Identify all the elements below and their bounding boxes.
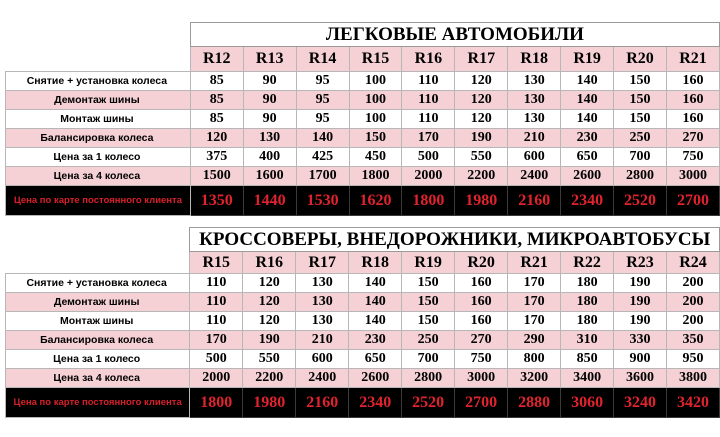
price-cell: 250 [614,129,667,148]
size-header: R24 [667,252,720,274]
price-cell: 1500 [190,167,243,186]
price-cell: 140 [561,110,614,129]
price-row [6,129,720,148]
price-cell: 1600 [243,167,296,186]
price-row [6,312,720,331]
price-rows [6,72,720,186]
price-cell: 170 [508,293,561,312]
price-cell: 290 [508,331,561,350]
price-cell: 130 [296,293,349,312]
price-cell: 170 [190,331,243,350]
corner-blank [6,228,190,252]
service-label: Цена за 1 колесо [6,350,190,369]
price-cell: 150 [614,72,667,91]
price-cell: 110 [190,293,243,312]
price-cell: 110 [402,72,455,91]
price-cell: 100 [349,110,402,129]
price-cell: 250 [402,331,455,350]
price-row [6,110,720,129]
price-row [6,369,720,388]
price-cell: 160 [666,72,719,91]
loyalty-price: 2160 [508,186,561,216]
price-cell: 140 [561,91,614,110]
loyalty-price: 3060 [561,388,614,418]
price-cell: 150 [402,274,455,293]
service-label: Цена за 4 колеса [6,369,190,388]
price-cell: 160 [666,110,719,129]
price-cell: 2000 [402,167,455,186]
size-header: R21 [666,47,719,72]
price-cell: 160 [455,293,508,312]
size-header: R21 [508,252,561,274]
price-cell: 600 [508,148,561,167]
price-cell: 375 [190,148,243,167]
size-header: R22 [561,252,614,274]
section-title: КРОССОВЕРЫ, ВНЕДОРОЖНИКИ, МИКРОАВТОБУСЫ [190,228,720,252]
price-cell: 190 [614,274,667,293]
size-header: R14 [296,47,349,72]
price-cell: 400 [243,148,296,167]
price-cell: 85 [190,110,243,129]
price-cell: 140 [296,129,349,148]
price-row [6,167,720,186]
loyalty-row [6,388,720,418]
service-label: Демонтаж шины [6,91,191,110]
price-row [6,91,720,110]
size-header: R16 [243,252,296,274]
price-cell: 2800 [614,167,667,186]
price-row [6,331,720,350]
size-header: R12 [190,47,243,72]
price-row [6,148,720,167]
price-cell: 85 [190,91,243,110]
price-row [6,293,720,312]
price-cell: 500 [402,148,455,167]
passenger-price-table [5,22,720,216]
corner-blank [6,47,191,72]
price-cell: 350 [667,331,720,350]
price-cell: 2600 [561,167,614,186]
price-cell: 600 [296,350,349,369]
price-cell: 90 [243,110,296,129]
price-row [6,72,720,91]
price-cell: 170 [508,312,561,331]
price-cell: 550 [455,148,508,167]
loyalty-price: 1980 [455,186,508,216]
service-label: Монтаж шины [6,110,191,129]
price-cell: 120 [455,110,508,129]
price-cell: 150 [402,312,455,331]
price-cell: 180 [561,312,614,331]
service-label: Снятие + установка колеса [6,72,191,91]
service-label: Демонтаж шины [6,293,190,312]
price-cell: 3200 [508,369,561,388]
loyalty-price: 1980 [243,388,296,418]
loyalty-price: 1530 [296,186,349,216]
price-cell: 230 [561,129,614,148]
size-header: R20 [455,252,508,274]
price-cell: 95 [296,72,349,91]
price-cell: 120 [190,129,243,148]
price-cell: 110 [190,274,243,293]
price-cell: 230 [349,331,402,350]
service-label: Снятие + установка колеса [6,274,190,293]
price-cell: 150 [402,293,455,312]
price-cell: 100 [349,72,402,91]
size-header: R20 [614,47,667,72]
price-cell: 180 [561,293,614,312]
suv-price-table [5,227,720,418]
price-cell: 750 [666,148,719,167]
price-cell: 160 [455,312,508,331]
price-cell: 500 [190,350,243,369]
price-cell: 190 [243,331,296,350]
price-cell: 425 [296,148,349,167]
loyalty-price: 1800 [190,388,243,418]
price-cell: 3800 [667,369,720,388]
size-header: R18 [508,47,561,72]
price-cell: 210 [296,331,349,350]
size-header: R18 [349,252,402,274]
size-header: R23 [614,252,667,274]
size-header: R17 [296,252,349,274]
price-cell: 150 [614,91,667,110]
price-cell: 210 [508,129,561,148]
price-cell: 120 [243,312,296,331]
price-cell: 160 [666,91,719,110]
price-cell: 450 [349,148,402,167]
size-header: R17 [455,47,508,72]
price-cell: 110 [402,91,455,110]
price-cell: 200 [667,274,720,293]
loyalty-price: 1350 [190,186,243,216]
price-cell: 2400 [296,369,349,388]
loyalty-price: 3420 [667,388,720,418]
size-header: R16 [402,47,455,72]
service-label: Цена за 1 колесо [6,148,191,167]
price-cell: 700 [402,350,455,369]
price-cell: 900 [614,350,667,369]
price-cell: 700 [614,148,667,167]
section-title: ЛЕГКОВЫЕ АВТОМОБИЛИ [190,23,719,47]
price-cell: 170 [402,129,455,148]
service-label: Балансировка колеса [6,129,191,148]
price-cell: 140 [349,274,402,293]
loyalty-label: Цена по карте постоянного клиента [6,388,190,418]
price-cell: 950 [667,350,720,369]
price-cell: 120 [455,72,508,91]
loyalty-price: 2520 [402,388,455,418]
price-cell: 110 [190,312,243,331]
size-header: R19 [402,252,455,274]
price-cell: 750 [455,350,508,369]
price-cell: 130 [508,110,561,129]
price-cell: 3000 [455,369,508,388]
loyalty-price: 2340 [561,186,614,216]
price-cell: 130 [508,91,561,110]
price-cell: 3600 [614,369,667,388]
price-cell: 150 [614,110,667,129]
price-cell: 90 [243,72,296,91]
loyalty-price: 1800 [402,186,455,216]
price-cell: 100 [349,91,402,110]
price-cell: 110 [402,110,455,129]
size-header: R13 [243,47,296,72]
price-cell: 330 [614,331,667,350]
loyalty-price: 1620 [349,186,402,216]
price-cell: 2200 [243,369,296,388]
price-cell: 120 [455,91,508,110]
price-cell: 130 [296,312,349,331]
price-cell: 140 [349,293,402,312]
price-cell: 310 [561,331,614,350]
loyalty-price: 3240 [614,388,667,418]
loyalty-price: 1440 [243,186,296,216]
price-cell: 2200 [455,167,508,186]
corner-blank [6,23,191,47]
size-header: R15 [190,252,243,274]
loyalty-price: 2340 [349,388,402,418]
corner-blank [6,252,190,274]
loyalty-price: 2520 [614,186,667,216]
price-cell: 270 [455,331,508,350]
price-cell: 2400 [508,167,561,186]
price-cell: 95 [296,110,349,129]
price-cell: 190 [455,129,508,148]
price-cell: 2800 [402,369,455,388]
price-cell: 130 [296,274,349,293]
price-cell: 120 [243,293,296,312]
loyalty-label: Цена по карте постоянного клиента [6,186,191,216]
price-cell: 120 [243,274,296,293]
price-cell: 180 [561,274,614,293]
price-cell: 200 [667,312,720,331]
price-cell: 650 [349,350,402,369]
price-cell: 550 [243,350,296,369]
price-cell: 3400 [561,369,614,388]
price-cell: 85 [190,72,243,91]
loyalty-price: 2880 [508,388,561,418]
price-cell: 200 [667,293,720,312]
loyalty-row [6,186,720,216]
price-row [6,350,720,369]
price-cell: 160 [455,274,508,293]
price-cell: 650 [561,148,614,167]
price-cell: 800 [508,350,561,369]
loyalty-price: 2700 [666,186,719,216]
price-cell: 170 [508,274,561,293]
price-row [6,274,720,293]
price-cell: 2000 [190,369,243,388]
service-label: Монтаж шины [6,312,190,331]
loyalty-price: 2700 [455,388,508,418]
price-cell: 95 [296,91,349,110]
service-label: Балансировка колеса [6,331,190,350]
size-header: R19 [561,47,614,72]
price-cell: 90 [243,91,296,110]
price-cell: 190 [614,293,667,312]
price-cell: 140 [349,312,402,331]
loyalty-price: 2160 [296,388,349,418]
price-cell: 1800 [349,167,402,186]
price-cell: 2600 [349,369,402,388]
price-cell: 150 [349,129,402,148]
price-cell: 3000 [666,167,719,186]
price-cell: 270 [666,129,719,148]
price-cell: 1700 [296,167,349,186]
price-cell: 140 [561,72,614,91]
price-rows [6,274,720,388]
price-cell: 850 [561,350,614,369]
size-header: R15 [349,47,402,72]
price-cell: 190 [614,312,667,331]
price-cell: 130 [243,129,296,148]
price-cell: 130 [508,72,561,91]
service-label: Цена за 4 колеса [6,167,191,186]
